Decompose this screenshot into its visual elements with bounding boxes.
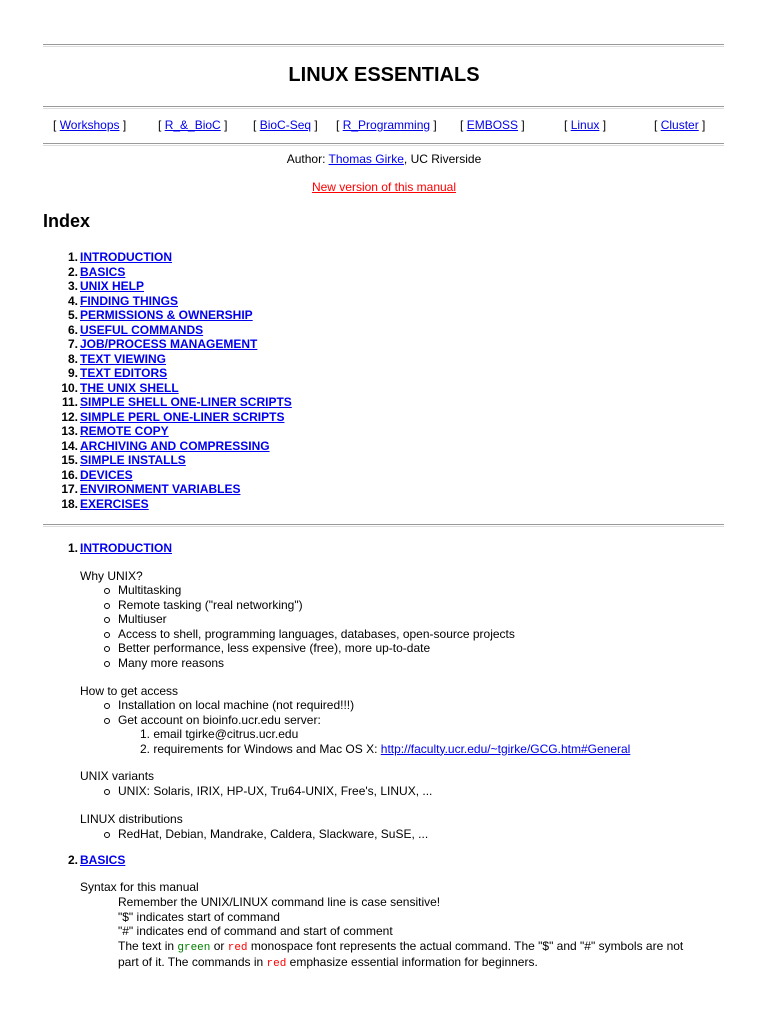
syntax-line: part of it. The commands in red emphasize essential information for beginners. — [118, 955, 538, 970]
index-item: 1. INTRODUCTION — [67, 250, 172, 264]
green-sample: green — [177, 941, 211, 954]
index-link-archiving[interactable]: ARCHIVING AND COMPRESSING — [80, 438, 270, 453]
nav-link-r-programming[interactable]: R_Programming — [342, 118, 431, 132]
content-rule — [43, 524, 724, 527]
nav-link-linux[interactable]: Linux — [570, 118, 600, 132]
page-title: LINUX ESSENTIALS — [288, 64, 480, 86]
access-sublist — [140, 727, 630, 756]
index-link-exercises[interactable]: EXERCISES — [80, 496, 149, 511]
index-item: 18. EXERCISES — [61, 496, 149, 511]
index-item: 8. TEXT VIEWING — [67, 351, 167, 366]
index-link-shell-one-liners[interactable]: SIMPLE SHELL ONE-LINER SCRIPTS — [80, 395, 292, 409]
section-link-basics[interactable]: BASICS — [80, 853, 126, 867]
index-link-job-process[interactable]: JOB/PROCESS MANAGEMENT — [80, 337, 258, 351]
index-link-text-editors[interactable]: TEXT EDITORS — [80, 366, 168, 380]
nav-link-bioc-seq[interactable]: BioC-Seq — [259, 118, 312, 132]
new-version-link[interactable]: New version of this manual — [311, 180, 457, 194]
general-link[interactable]: http://faculty.ucr.edu/~tgirke/GCG.htm#General — [380, 741, 631, 756]
index-link-devices[interactable]: DEVICES — [80, 467, 133, 482]
index-item: 10. THE UNIX SHELL — [61, 380, 179, 395]
index-link-perl-one-liners[interactable]: SIMPLE PERL ONE-LINER SCRIPTS — [80, 409, 285, 424]
index-list — [50, 250, 292, 511]
index-link-introduction[interactable]: INTRODUCTION — [80, 250, 172, 264]
distros-label: LINUX distributions — [80, 812, 183, 826]
index-heading: Index — [43, 211, 91, 231]
index-item: 2. BASICS — [67, 264, 126, 279]
index-item: 9. TEXT EDITORS — [67, 366, 168, 380]
list-item: 2. requirements for Windows and Mac OS X: http://faculty.ucr.edu/~tgirke/GCG.htm#General — [140, 741, 631, 756]
index-link-unix-shell[interactable]: THE UNIX SHELL — [80, 380, 179, 395]
syntax-line: The text in green or red monospace font represents the actual command. The "$" and "#" symbols are not — [118, 938, 684, 954]
index-item: 17. ENVIRONMENT VARIABLES — [61, 482, 241, 496]
index-link-simple-installs[interactable]: SIMPLE INSTALLS — [80, 453, 186, 467]
nav-link-workshops[interactable]: Workshops — [59, 118, 120, 132]
nav-bottom-rule — [43, 143, 724, 146]
index-item: 11. SIMPLE SHELL ONE-LINER SCRIPTS — [61, 395, 292, 409]
index-item: 3. UNIX HELP — [67, 279, 145, 293]
nav-r-bioc: [ R_&_BioC ] — [158, 118, 228, 132]
section-heading-basics: 2. BASICS — [67, 853, 126, 867]
index-link-useful-commands[interactable]: USEFUL COMMANDS — [80, 322, 204, 337]
index-link-finding-things[interactable]: FINDING THINGS — [80, 293, 178, 308]
index-item: 14. ARCHIVING AND COMPRESSING — [61, 438, 270, 453]
index-item: 12. SIMPLE PERL ONE-LINER SCRIPTS — [61, 409, 285, 424]
nav-linux: [ Linux ] — [564, 118, 607, 132]
list-item: RedHat, Debian, Mandrake, Caldera, Slackware, SuSE, ... — [102, 827, 428, 842]
nav-link-r-bioc[interactable]: R_&_BioC — [164, 118, 221, 132]
list-item: Access to shell, programming languages, databases, open-source projects — [102, 627, 515, 642]
list-item: Better performance, less expensive (free), more up-to-date — [102, 641, 515, 656]
nav-bar — [43, 118, 724, 134]
nav-r-programming: [ R_Programming ] — [336, 118, 437, 132]
list-item: Remote tasking ("real networking") — [102, 598, 515, 613]
section-heading-introduction: 1. INTRODUCTION — [67, 541, 172, 555]
list-item: Multitasking — [102, 583, 515, 598]
index-item: 16. DEVICES — [61, 467, 133, 482]
syntax-line: "#" indicates end of command and start of comment — [118, 924, 393, 938]
index-item: 4. FINDING THINGS — [67, 293, 178, 308]
distros-list — [102, 827, 428, 842]
index-item: 13. REMOTE COPY — [61, 424, 169, 438]
index-link-environment-variables[interactable]: ENVIRONMENT VARIABLES — [80, 482, 241, 496]
list-item: Installation on local machine (not required!!!) — [102, 698, 354, 713]
list-item: UNIX: Solaris, IRIX, HP-UX, Tru64-UNIX, Free's, LINUX, ... — [102, 784, 432, 799]
why-unix-list — [102, 583, 515, 670]
list-item: 1. email tgirke@citrus.ucr.edu — [140, 727, 299, 741]
section-link-introduction[interactable]: INTRODUCTION — [80, 541, 172, 555]
syntax-line: Remember the UNIX/LINUX command line is case sensitive! — [118, 895, 441, 909]
syntax-label: Syntax for this manual — [80, 880, 199, 894]
list-item: Get account on bioinfo.ucr.edu server: — [102, 713, 354, 728]
nav-emboss: [ EMBOSS ] — [460, 118, 525, 132]
variants-list — [102, 784, 432, 799]
red-sample: red — [227, 941, 248, 954]
nav-bioc-seq: [ BioC-Seq ] — [253, 118, 318, 132]
author-link[interactable]: Thomas Girke — [328, 152, 404, 166]
syntax-block — [118, 895, 728, 972]
nav-top-rule — [43, 106, 724, 109]
top-rule — [43, 44, 724, 47]
index-item: 15. SIMPLE INSTALLS — [61, 453, 186, 467]
variants-label: UNIX variants — [80, 769, 155, 783]
index-item: 7. JOB/PROCESS MANAGEMENT — [67, 337, 258, 351]
red-sample: red — [266, 958, 287, 970]
index-item: 5. PERMISSIONS & OWNERSHIP — [67, 308, 253, 322]
index-link-remote-copy[interactable]: REMOTE COPY — [80, 424, 169, 438]
why-unix-label: Why UNIX? — [80, 569, 143, 583]
new-version-line — [0, 180, 768, 194]
author-line: Author: Thomas Girke, UC Riverside — [286, 152, 482, 166]
syntax-line: "$" indicates start of command — [118, 909, 280, 924]
index-link-permissions[interactable]: PERMISSIONS & OWNERSHIP — [80, 308, 253, 322]
nav-workshops: [ Workshops ] — [53, 118, 127, 132]
nav-cluster: [ Cluster ] — [654, 118, 706, 132]
list-item: Multiuser — [102, 612, 515, 627]
nav-link-cluster[interactable]: Cluster — [660, 118, 699, 132]
list-item: Many more reasons — [102, 656, 515, 671]
index-link-basics[interactable]: BASICS — [80, 264, 126, 279]
access-list — [102, 698, 354, 727]
index-link-unix-help[interactable]: UNIX HELP — [80, 279, 145, 293]
index-link-text-viewing[interactable]: TEXT VIEWING — [80, 351, 167, 366]
nav-link-emboss[interactable]: EMBOSS — [466, 118, 519, 132]
access-label: How to get access — [80, 684, 179, 698]
index-item: 6. USEFUL COMMANDS — [67, 322, 204, 337]
